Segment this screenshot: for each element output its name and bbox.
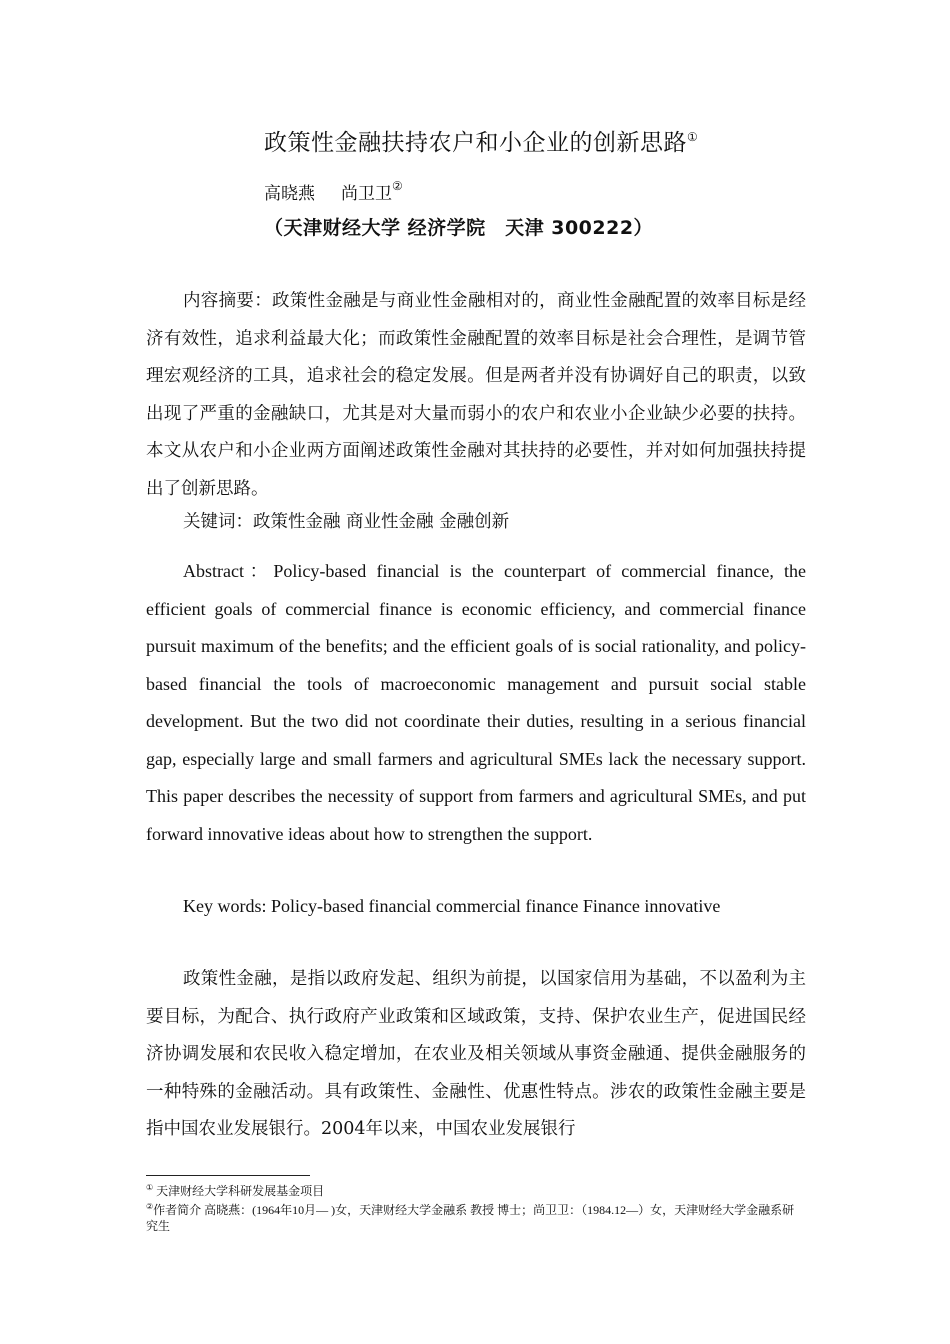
author-line xyxy=(264,179,403,204)
footnote-rule xyxy=(146,1175,310,1176)
abstract-chinese: 内容摘要：政策性金融是与商业性金融相对的，商业性金融配置的效率目标是经济有效性，追求利益最大化；而政策性金融配置的效率目标是社会合理性，是调节管理宏观经济的工具，追求社会的稳定发展。但是两者并没有协调好自己的职责，以致出现了严重的金融缺口，尤其是对大量而弱小的农户和农业小企业缺少必要的扶持。本文从农户和小企业两方面阐述政策性金融对其扶持的必要性，并对如何加强扶持提出了创新思路。 xyxy=(146,291,806,499)
footnote-2-text: 作者简介 高晓燕：(1964年10月— )女，天津财经大学金融系 教授 博士；尚卫卫：（1984.12—）女，天津财经大学金融系研究生 xyxy=(146,1203,795,1233)
footnote-1-text: 天津财经大学科研发展基金项目 xyxy=(153,1184,325,1198)
affiliation: （天津财经大学 经济学院 天津 300222） xyxy=(264,217,654,239)
title-footnote-mark: ① xyxy=(687,130,699,144)
footnotes xyxy=(146,1180,806,1234)
author-footnote-mark: ② xyxy=(392,179,403,193)
keywords-chinese: 关键词：政策性金融 商业性金融 金融创新 xyxy=(183,512,510,532)
author-2: 尚卫卫 xyxy=(341,184,392,204)
abstract-english: Abstract：Policy-based financial is the counterpart of commercial finance, the efficient goals of commercial finance is economic efficiency, and commercial finance pursuit maximum of the benefits; and the efficient goals of is social rationality, and policy-based financial the tools of macroeconomic management and pursuit social stable development. But the two did not coordinate their duties, resulting in a serious financial gap, especially large and small farmers and agricultural SMEs lack the necessary support. This paper describes the necessity of support from farmers and agricultural SMEs, and put forward innovative ideas about how to strengthen the support. xyxy=(146,561,806,844)
footnote-1-mark: ① xyxy=(146,1183,154,1192)
title-text: 政策性金融扶持农户和小企业的创新思路 xyxy=(264,130,687,156)
footnote-2-mark: ② xyxy=(146,1202,154,1211)
author-1: 高晓燕 xyxy=(264,184,315,204)
keywords-english: Key words: Policy-based financial commercial finance Finance innovative xyxy=(183,896,721,916)
footnote-1 xyxy=(146,1180,806,1199)
body-paragraph: 政策性金融，是指以政府发起、组织为前提，以国家信用为基础，不以盈利为主要目标，为配合、执行政府产业政策和区域政策，支持、保护农业生产，促进国民经济协调发展和农民收入稳定增加，在农业及相关领域从事资金融通、提供金融服务的一种特殊的金融活动。具有政策性、金融性、优惠性特点。涉农的政策性金融主要是指中国农业发展银行。2004年以来，中国农业发展银行 xyxy=(146,969,806,1139)
footnote-2 xyxy=(146,1199,806,1234)
paper-title xyxy=(264,124,698,157)
